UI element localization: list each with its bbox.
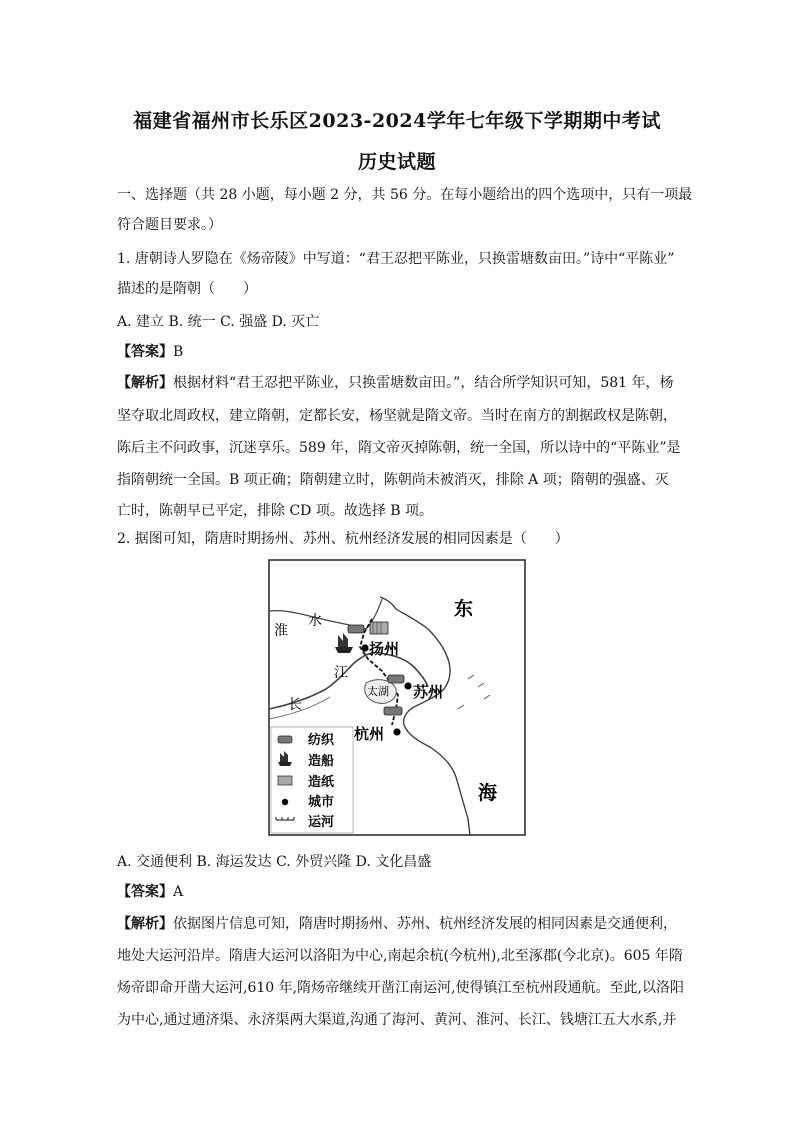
- legend-item: 造船: [308, 754, 335, 769]
- textile-icon: [384, 707, 402, 715]
- q1-analysis-line: 亡时，陈朝早已平定，排除 CD 项。故选择 B 项。: [117, 503, 434, 519]
- q1-analysis-line: 坚夺取北周政权，建立隋朝，定都长安，杨坚就是隋文帝。当时在南方的割据政权是陈朝，: [117, 408, 677, 424]
- analysis-text: 根据材料“君王忍把平陈业，只换雷塘数亩田。”，结合所学知识可知，581 年，杨: [173, 375, 674, 391]
- papermaking-icon: [278, 776, 292, 785]
- river-label: 淮: [274, 623, 288, 639]
- lake-label: 太湖: [367, 685, 389, 698]
- analysis-label: 【解析】: [117, 375, 173, 391]
- city-yangzhou-dot: [361, 644, 368, 651]
- q2-stem: 2. 据图可知，隋唐时期扬州、苏州、杭州经济发展的相同因素是（ ）: [117, 531, 569, 547]
- city-label: 扬州: [369, 640, 400, 658]
- section-heading-cont: 符合题目要求。）: [117, 217, 222, 233]
- map-legend: [271, 727, 353, 833]
- page-title: 福建省福州市长乐区2023-2024学年七年级下学期期中考试: [133, 110, 661, 132]
- q2-options: A. 交通便利 B. 海运发达 C. 外贸兴隆 D. 文化昌盛: [117, 854, 432, 870]
- section-heading: 一、选择题（共 28 小题，每小题 2 分，共 56 分。在每小题给出的四个选项中，只有一项最: [117, 187, 693, 203]
- q1-analysis: [117, 373, 687, 393]
- textile-icon: [348, 625, 364, 633]
- legend-item: 城市: [308, 795, 335, 810]
- textile-icon: [278, 736, 292, 743]
- q2-analysis: [117, 914, 687, 934]
- river-label: 江: [334, 665, 348, 681]
- q1-options: A. 建立 B. 统一 C. 强盛 D. 灭亡: [117, 314, 320, 330]
- city-label: 杭州: [354, 725, 385, 743]
- analysis-label: 【解析】: [117, 916, 173, 932]
- q1-stem-cont: 描述的是隋朝（ ）: [117, 281, 257, 297]
- q2-analysis-line: 炀帝即命开凿大运河,610 年,隋炀帝继续开凿江南运河,使得镇江至杭州段通航。至此,以洛阳: [117, 980, 684, 996]
- q2-analysis-line: 地处大运河沿岸。隋唐大运河以洛阳为中心,南起余杭(今杭州),北至涿郡(今北京)。605 年隋: [117, 948, 683, 964]
- answer-label: 【答案】: [117, 884, 173, 900]
- river-label: 长: [288, 697, 302, 713]
- river-label: 水: [308, 613, 322, 629]
- q2-analysis-line: 为中心,通过通济渠、永济渠两大渠道,沟通了海河、黄河、淮河、长江、钱塘江五大水系,并: [117, 1012, 677, 1028]
- answer-value: B: [173, 344, 184, 360]
- q1-analysis-line: 指隋朝统一全国。B 项正确；隋朝建立时，陈朝尚未被消灭，排除 A 项；隋朝的强盛、灭: [117, 472, 669, 488]
- city-hangzhou-dot: [393, 728, 400, 735]
- city-label: 苏州: [413, 683, 444, 701]
- answer-value: A: [173, 884, 184, 900]
- q1-answer: [117, 342, 687, 362]
- grand-canal-map: [268, 559, 526, 836]
- sea-label: 海: [478, 782, 498, 804]
- q2-answer: [117, 882, 687, 902]
- analysis-text: 依据图片信息可知，隋唐时期扬州、苏州、杭州经济发展的相同因素是交通便利，: [173, 916, 677, 932]
- city-icon: [282, 799, 288, 805]
- answer-label: 【答案】: [117, 344, 173, 360]
- city-suzhou-dot: [404, 682, 411, 689]
- legend-item: 运河: [308, 815, 335, 830]
- q1-analysis-line: 陈后主不问政事，沉迷享乐。589 年，隋文帝灭掉陈朝，统一全国，所以诗中的“平陈业”是: [117, 440, 681, 456]
- papermaking-icon: [370, 622, 388, 634]
- legend-item: 纺织: [308, 733, 335, 748]
- page-subtitle: 历史试题: [357, 151, 436, 173]
- q1-stem: 1. 唐朝诗人罗隐在《炀帝陵》中写道：“君王忍把平陈业，只换雷塘数亩田。”诗中“平陈业”: [117, 251, 675, 267]
- sea-label: 东: [454, 598, 474, 620]
- legend-item: 造纸: [308, 775, 335, 790]
- textile-icon: [388, 675, 404, 683]
